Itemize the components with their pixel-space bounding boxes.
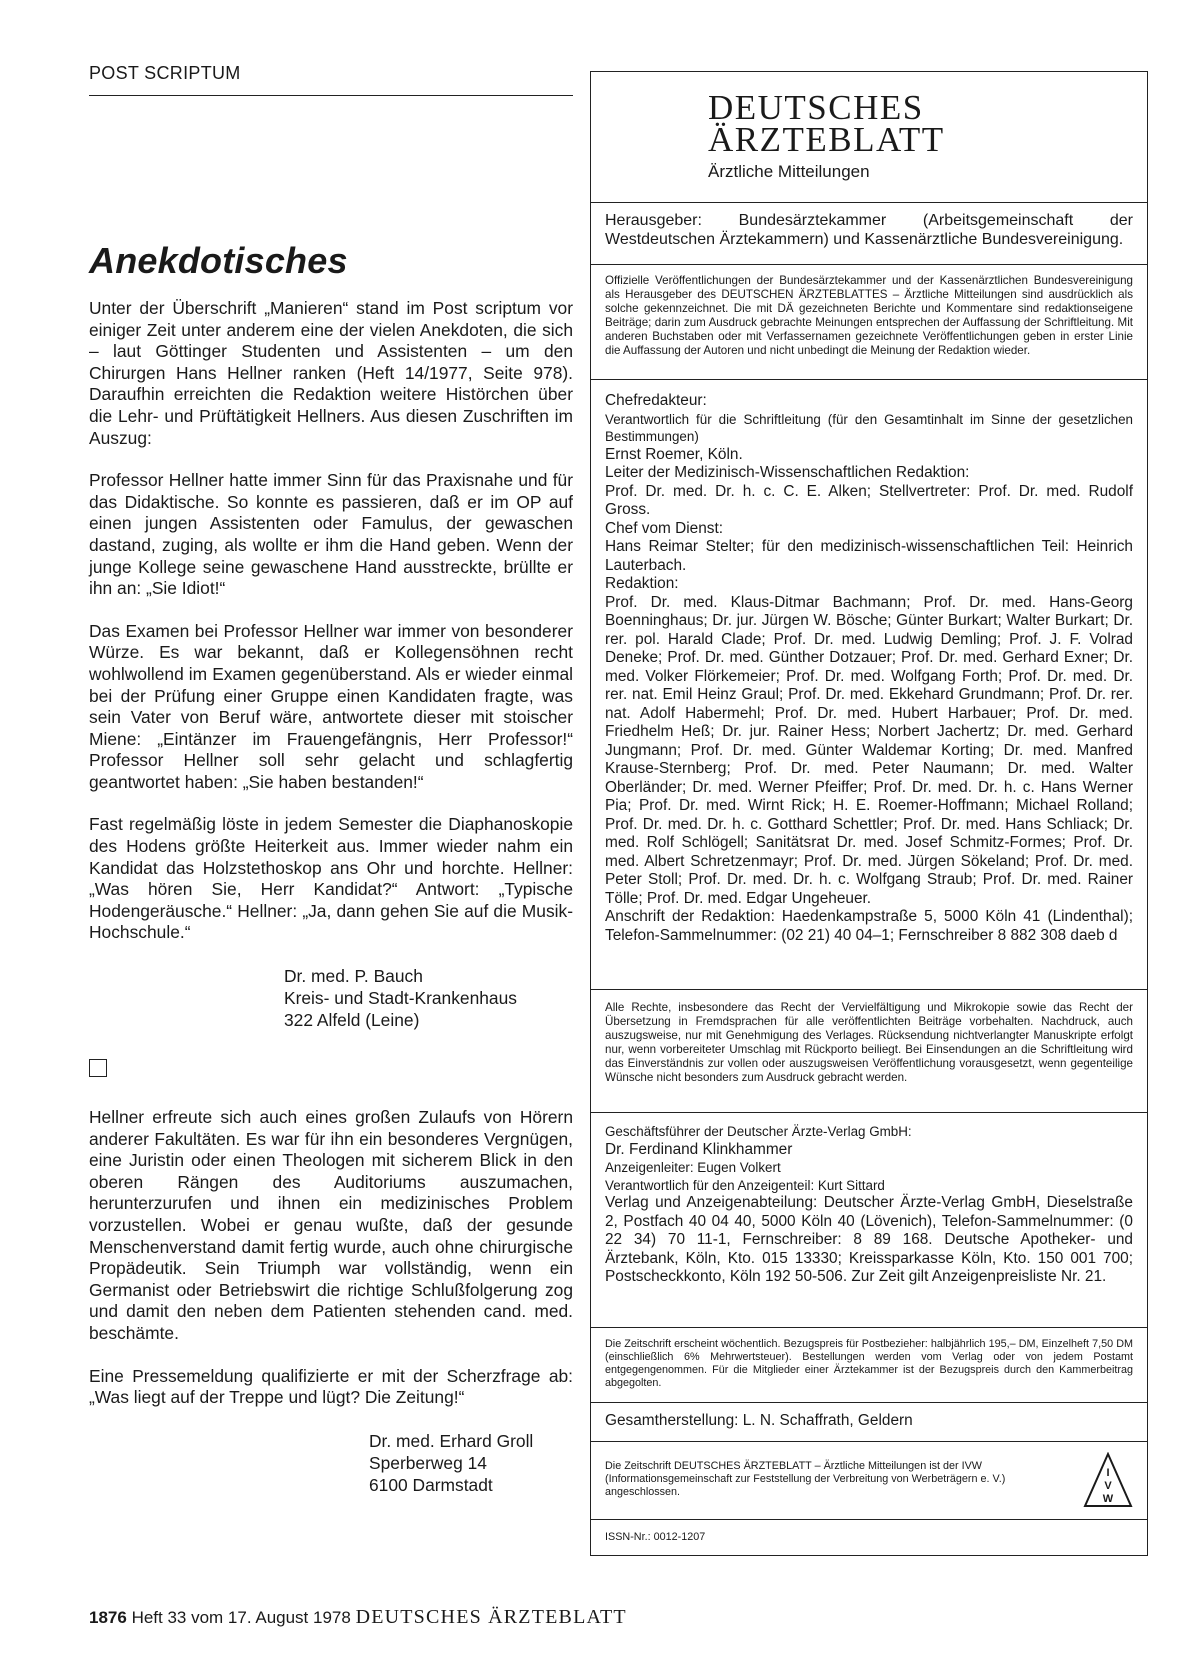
masthead-title-line: DEUTSCHES xyxy=(708,88,924,127)
signature-line: Kreis- und Stadt-Krankenhaus xyxy=(284,988,517,1009)
managing-director-name: Dr. Ferdinand Klinkhammer xyxy=(605,1140,793,1158)
article-paragraph: Fast regelmäßig löste in jedem Semester die Diaphanoskopie des Hodens größte Heiterkeit aus. Immer wieder nahm ein Kandidat das Holzstethoskop ans Ohr und horchte. Hellner: „Was hören Sie, Herr Kandidat?“ Antwort: „Typische Hodengeräusche.“ Hellner: „Ja, dann gehen Sie auf die Musik-Hochschule.“ xyxy=(89,814,573,943)
ivw-logo-letter: V xyxy=(1104,1480,1112,1492)
rights-box xyxy=(590,989,1148,1113)
medical-editor-names: Prof. Dr. med. Dr. h. c. C. E. Alken; Stellvertreter: Prof. Dr. med. Rudolf Gross. xyxy=(605,482,1133,518)
official-note-text: Offizielle Veröffentlichungen der Bundesärztekammer und der Kassenärztlichen Bundesvereinigung als Herausgeber des DEUTSCHEN ÄRZTEBLATTES – Ärztliche Mitteilungen sind ausdrücklich als solche gekennzeichnet. Die mit DÄ gezeichneten Berichte und Kommentare sind redaktionseigene Beiträge; darin zum Ausdruck gebrachte Meinungen entsprechen der Auffassung der Schriftleitung. Mit anderen Buchstaben oder mit Verfassernamen gezeichnete Veröffentlichungen geben in erster Linie die Auffassung der Autoren und nicht unbedingt die Meinung der Redaktion wieder. xyxy=(605,274,1133,357)
page-footer xyxy=(89,1606,627,1629)
masthead-subtitle: Ärztliche Mitteilungen xyxy=(708,162,870,181)
ivw-logo-icon xyxy=(1083,1452,1133,1508)
medical-editor-label: Leiter der Medizinisch-Wissenschaftlichen Redaktion: xyxy=(605,464,970,481)
printer-box xyxy=(590,1402,1148,1442)
article-title: Anekdotisches xyxy=(89,240,348,281)
ivw-text: Die Zeitschrift DEUTSCHES ÄRZTEBLATT – Ärztliche Mitteilungen ist der IVW (Informationsgemeinschaft zur Feststellung der Verbreitung von Werbeträgern e. V.) angeschlossen. xyxy=(605,1460,1006,1498)
editor-responsibility: Verantwortlich für die Schriftleitung (für den Gesamtinhalt im Sinne der gesetzlichen Bestimmungen) xyxy=(605,411,1133,444)
signature-line: 6100 Darmstadt xyxy=(369,1474,493,1495)
article-paragraph: Eine Pressemeldung qualifizierte er mit der Scherzfrage ab: „Was liegt auf der Treppe und lügt? Die Zeitung!“ xyxy=(89,1365,573,1408)
publisher-text: Herausgeber: Bundesärztekammer (Arbeitsgemeinschaft der Westdeutschen Ärztekammern) und Kassenärztliche Bundesvereinigung. xyxy=(605,212,1133,248)
issn-box xyxy=(590,1519,1148,1556)
masthead-title xyxy=(708,88,945,159)
editorial-staff-label: Redaktion: xyxy=(605,575,679,592)
managing-director-label: Geschäftsführer der Deutscher Ärzte-Verlag GmbH: xyxy=(605,1124,912,1139)
editor-name: Ernst Roemer, Köln. xyxy=(605,445,743,463)
signature-line: Dr. med. P. Bauch xyxy=(284,966,423,987)
ivw-logo-letter: I xyxy=(1106,1467,1110,1479)
printer-text: Gesamtherstellung: L. N. Schaffrath, Geldern xyxy=(605,1412,913,1429)
article-body xyxy=(89,298,573,1496)
rights-text: Alle Rechte, insbesondere das Recht der Vervielfältigung und Mikrokopie sowie das Recht der Übersetzung in Fremdsprachen für alle veröffentlichten Beiträge vorbehalten. Nachdruck, auch auszugsweise, nur mit Genehmigung des Verlages. Rücksendung nichtverlangter Manuskripte erfolgt nur, wenn vorbereiteter Umschlag mit Rückporto beiliegt. Bei Einsendungen an die Schriftleitung wird das Einverständnis zur vollen oder auszugsweisen Veröffentlichung vorausgesetzt, wenn gegenteilige Wünsche nicht besonders zum Ausdruck gebracht werden. xyxy=(605,1001,1133,1084)
section-divider xyxy=(89,95,573,96)
subscription-box xyxy=(590,1327,1148,1403)
signature-line: Sperberweg 14 xyxy=(369,1452,487,1473)
chief-of-service-names: Hans Reimar Stelter; für den medizinisch-wissenschaftlichen Teil: Heinrich Lauterbach. xyxy=(605,538,1133,574)
signature-block xyxy=(369,1430,573,1496)
editorial-staff-names: Prof. Dr. med. Klaus-Ditmar Bachmann; Prof. Dr. med. Hans-Georg Boenninghaus; Dr. jur. Jürgen W. Bösche; Günter Burkart; Walter Burkart; Dr. rer. pol. Harald Clade; Prof. Dr. med. Ludwig Demling; Prof. J. F. Volrad Deneke; Prof. Dr. med. Günther Dotzauer; Prof. Dr. med. Gerhard Exner; Dr. med. Volker Flörkemeier; Prof. Dr. med. Wolfgang Forth; Prof. Dr. med. Dr. rer. nat. Emil Heinz Graul; Prof. Dr. med. Ekkehard Grundmann; Prof. Dr. rer. nat. Adolf Habermehl; Prof. Dr. med. Hubert Harbauer; Prof. Dr. med. Friedhelm Heß; Dr. jur. Rainer Hess; Norbert Jachertz; Dr. med. Gerhard Jungmann; Prof. Dr. med. Günter Waldemar Korting; Dr. med. Manfred Krause-Sternberg; Prof. Dr. med. Peter Naumann; Dr. med. Walter Oberländer; Dr. med. Werner Pfeiffer; Prof. Dr. med. Dr. h. c. Hans Werner Pia; Prof. Dr. med. Wirnt Rick; H. E. Roemer-Hoffmann; Michael Rolland; Prof. Dr. med. Dr. h. c. Gotthard Schettler; Prof. Dr. med. Hans Schliack; Dr. med. Rolf Schlögell; Sanitätsrat Dr. med. Josef Schmitz-Formes; Prof. Dr. med. Albert Schretzenmayr; Prof. Dr. med. Jürgen Sökeland; Prof. Dr. med. Peter Stoll; Prof. Dr. med. Dr. h. c. Wolfgang Straub; Prof. Dr. med. Rainer Tölle; Prof. Dr. med. Edgar Ungeheuer. xyxy=(605,593,1133,907)
signature-line: Dr. med. Erhard Groll xyxy=(369,1430,534,1451)
editorial-address: Anschrift der Redaktion: Haedenkampstraße 5, 5000 Köln 41 (Lindenthal); Telefon-Sammelnummer: (02 21) 40 04–1; Fernschreiber 8 882 308 daeb d xyxy=(605,908,1133,944)
section-label: POST SCRIPTUM xyxy=(89,63,241,83)
ivw-logo-letter: W xyxy=(1102,1493,1114,1505)
publisher-company-box xyxy=(590,1112,1148,1328)
ad-responsibility: Verantwortlich für den Anzeigenteil: Kurt Sittard xyxy=(605,1177,885,1193)
editorial-box xyxy=(590,379,1148,990)
masthead-title-line: ÄRZTEBLATT xyxy=(708,120,945,159)
ivw-box xyxy=(590,1441,1148,1520)
editor-head-label: Chefredakteur: xyxy=(605,392,707,409)
publisher-address: Verlag und Anzeigenabteilung: Deutscher Ärzte-Verlag GmbH, Dieselstraße 2, Postfach 40 04 40, 5000 Köln 40 (Lövenich), Telefon-Sammelnummer: (0 22 34) 70 11-1, Fernschreiber: 8 89 168. Deutsche Apotheker- und Ärztebank, Köln, Kto. 015 13330; Kreissparkasse Köln, Kto. 150 001 700; Postscheckkonto, Köln 192 50-506. Zur Zeit gilt Anzeigenpreisliste Nr. 21. xyxy=(605,1194,1133,1285)
signature-line: 322 Alfeld (Leine) xyxy=(284,1010,420,1031)
chief-of-service-label: Chef vom Dienst: xyxy=(605,519,724,537)
article-paragraph: Hellner erfreute sich auch eines großen Zulaufs von Hörern anderer Fakultäten. Es war für ihn ein besonderes Vergnügen, eine Juristin oder einen Theologen mit sicherem Blick in den oberen Rängen des Auditoriums auszumachen, herunterzurufen und ihnen ein medizinisches Problem vorzustellen. Wobei er genau wußte, daß der gesunde Menschenverstand damit fertig wurde, auch ohne chirurgische Propädeutik. Sein Triumph war vollständig, wenn ein Germanist oder Betriebswirt die richtige Schlußfolgerung zog und damit den neben dem Patienten stehenden cand. med. beschämte. xyxy=(89,1107,573,1343)
signature-block xyxy=(284,965,573,1031)
article-paragraph: Professor Hellner hatte immer Sinn für das Praxisnahe und für das Didaktische. So konnte es passieren, daß er im OP auf einen jungen Assistenten oder Famulus, der gewaschen dastand, zuging, als wollte er ihm die Hand geben. Wenn der junge Kollege seine gewaschene Hand ausstreckte, brüllte er ihn an: „Sie Idiot!“ xyxy=(89,470,573,599)
footer-magazine-name: DEUTSCHES ÄRZTEBLATT xyxy=(355,1606,627,1628)
official-note-box xyxy=(590,264,1148,380)
masthead xyxy=(590,71,1148,203)
page-number: 1876 xyxy=(89,1608,127,1627)
article-paragraph: Das Examen bei Professor Hellner war immer von besonderer Würze. Es war bekannt, daß er Kollegensöhnen recht wohlwollend im Examen gegenüberstand. Als er wieder einmal bei der Prüfung einer Gruppe einen Kandidaten fragte, was sein Vater von Beruf wäre, antwortete dieser mit stoischer Miene: „Eintänzer im Frauengefängnis, Herr Professor!“ Professor Hellner soll sehr gelacht und schlagfertig geantwortet haben: „Sie haben bestanden!“ xyxy=(89,620,573,792)
article-paragraph: Unter der Überschrift „Manieren“ stand im Post scriptum vor einiger Zeit unter anderem eine der vielen Anekdoten, die sich – laut Göttinger Studenten und Assistenten – um den Chirurgen Hans Hellner ranken (Heft 14/1977, Seite 978). Daraufhin erreichten die Redaktion weitere Histörchen über die Lehr- und Prüftätigkeit Hellners. Aus diesen Zuschriften im Auszug: xyxy=(89,298,573,448)
separator-square-icon xyxy=(89,1059,107,1077)
publisher-box xyxy=(590,202,1148,265)
ad-manager: Anzeigenleiter: Eugen Volkert xyxy=(605,1160,781,1175)
issue-info: Heft 33 vom 17. August 1978 xyxy=(131,1608,351,1627)
issn-text: ISSN-Nr.: 0012-1207 xyxy=(605,1531,706,1543)
subscription-text: Die Zeitschrift erscheint wöchentlich. Bezugspreis für Postbezieher: halbjährlich 195,– DM, Einzelheft 7,50 DM (einschließlich 6% Mehrwertsteuer). Bestellungen werden vom Verlag oder von jedem Postamt entgegengenommen. Für die Mitglieder einer Ärztekammer ist der Bezugspreis durch den Kammerbeitrag abgegolten. xyxy=(605,1338,1133,1389)
